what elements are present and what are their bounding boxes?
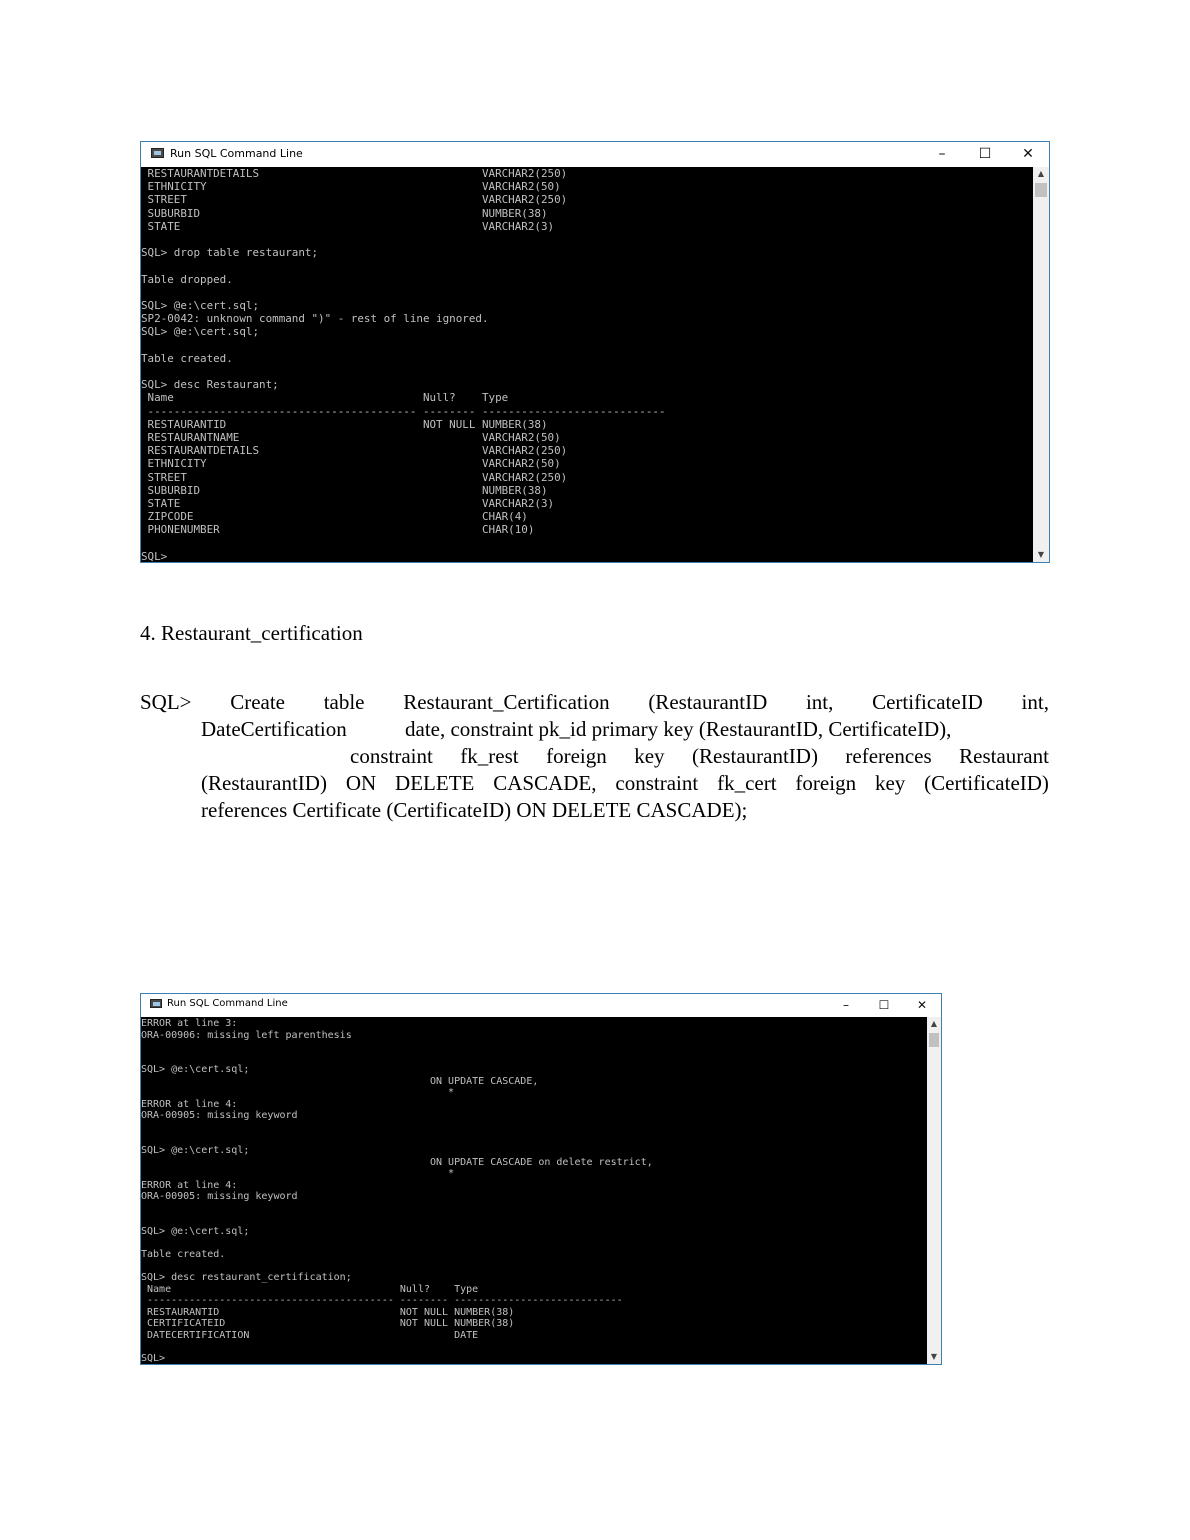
sql-command-window-2 bbox=[140, 993, 942, 1365]
console-line bbox=[141, 1260, 927, 1272]
console-line: ON UPDATE CASCADE on delete restrict, bbox=[141, 1156, 653, 1168]
console-line: SQL> @e:\cert.sql; bbox=[141, 1064, 250, 1076]
console-line: SQL> bbox=[141, 1352, 166, 1364]
console-line: ORA-00905: missing keyword bbox=[141, 1191, 298, 1203]
console-line: SQL> bbox=[141, 549, 168, 562]
console-line: SQL> @e:\cert.sql; bbox=[141, 1225, 250, 1237]
console-line: ----------------------------------------- -------- ---------------------------- bbox=[141, 1295, 623, 1307]
console-line: Name Null? Type bbox=[141, 391, 509, 405]
console-line: SUBURBID NUMBER(38) bbox=[141, 206, 548, 220]
console-line: RESTAURANTNAME VARCHAR2(50) bbox=[141, 431, 561, 445]
sql-fragment: date, constraint pk_id primary key (RestaurantID, CertificateID), bbox=[405, 717, 952, 741]
window-titlebar[interactable] bbox=[141, 994, 941, 1017]
sql-word: key bbox=[874, 771, 906, 795]
console-line: ERROR at line 4: bbox=[141, 1098, 238, 1110]
console-line: STREET VARCHAR2(250) bbox=[141, 470, 568, 484]
console-line bbox=[141, 1237, 927, 1249]
close-button[interactable]: ✕ bbox=[1022, 146, 1034, 162]
console-line bbox=[141, 1122, 927, 1134]
console-line: * bbox=[141, 1087, 455, 1099]
sql-line-2 bbox=[140, 716, 1049, 743]
console-line bbox=[141, 1341, 927, 1353]
sql-word: foreign bbox=[546, 744, 607, 768]
console-line: ERROR at line 3: bbox=[141, 1018, 238, 1029]
sql-word: (RestaurantID) bbox=[692, 744, 818, 768]
console-line: ZIPCODE CHAR(4) bbox=[141, 510, 528, 524]
console-line: * bbox=[141, 1168, 455, 1180]
console-line: SUBURBID NUMBER(38) bbox=[141, 483, 548, 497]
sql-word: SQL> bbox=[140, 690, 192, 714]
console-line: ----------------------------------------- -------- ---------------------------- bbox=[141, 404, 666, 418]
console-line: Table dropped. bbox=[141, 272, 233, 286]
sql-word: (RestaurantID bbox=[648, 690, 768, 714]
console-line: SQL> desc Restaurant; bbox=[141, 378, 279, 392]
console-line bbox=[141, 233, 1033, 246]
sql-line-4 bbox=[201, 770, 1049, 797]
console-line bbox=[141, 1041, 927, 1053]
minimize-button[interactable]: – bbox=[938, 146, 946, 162]
console-line: RESTAURANTDETAILS VARCHAR2(250) bbox=[141, 167, 568, 180]
window-titlebar[interactable] bbox=[141, 142, 1049, 167]
console-line: RESTAURANTID NOT NULL NUMBER(38) bbox=[141, 417, 548, 431]
console-line: Table created. bbox=[141, 1248, 226, 1260]
sql-word: Restaurant bbox=[959, 744, 1049, 768]
console-line: CERTIFICATEID NOT NULL NUMBER(38) bbox=[141, 1318, 515, 1330]
console-output[interactable] bbox=[141, 1017, 927, 1364]
console-line: ORA-00905: missing keyword bbox=[141, 1110, 298, 1122]
sql-word: DELETE bbox=[395, 771, 475, 795]
sql-word: (RestaurantID) bbox=[201, 771, 327, 795]
console-output[interactable] bbox=[141, 167, 1033, 562]
console-line: ERROR at line 4: bbox=[141, 1179, 238, 1191]
console-line bbox=[141, 286, 1033, 299]
console-line: RESTAURANTDETAILS VARCHAR2(250) bbox=[141, 444, 568, 458]
console-line: SQL> drop table restaurant; bbox=[141, 246, 319, 260]
sql-command-window-1 bbox=[140, 141, 1050, 563]
sql-line-1 bbox=[140, 689, 1049, 716]
minimize-button[interactable]: – bbox=[843, 998, 849, 1012]
console-line: SQL> @e:\cert.sql; bbox=[141, 325, 260, 339]
sql-word: (CertificateID) bbox=[924, 771, 1049, 795]
console-line: ETHNICITY VARCHAR2(50) bbox=[141, 180, 561, 194]
sql-word: fk_rest bbox=[460, 744, 519, 768]
sql-word: key bbox=[634, 744, 665, 768]
sql-word: Create bbox=[230, 690, 285, 714]
window-title: Run SQL Command Line bbox=[170, 147, 303, 160]
maximize-button[interactable]: ☐ bbox=[878, 998, 890, 1012]
scroll-up-icon[interactable]: ▲ bbox=[930, 1019, 938, 1028]
console-line: ETHNICITY VARCHAR2(50) bbox=[141, 457, 561, 471]
vertical-scrollbar[interactable] bbox=[1033, 167, 1049, 562]
scroll-up-icon[interactable]: ▲ bbox=[1037, 169, 1045, 178]
section-heading: 4. Restaurant_certification bbox=[140, 621, 363, 645]
sql-word: ON bbox=[345, 771, 377, 795]
scroll-down-icon[interactable]: ▼ bbox=[1037, 550, 1045, 559]
window-title: Run SQL Command Line bbox=[167, 998, 288, 1009]
sql-word: CertificateID bbox=[872, 690, 983, 714]
console-line: SQL> @e:\cert.sql; bbox=[141, 299, 260, 313]
console-line: SP2-0042: unknown command ")" - rest of line ignored. bbox=[141, 312, 489, 326]
console-line: STREET VARCHAR2(250) bbox=[141, 193, 568, 207]
close-button[interactable]: ✕ bbox=[916, 998, 928, 1012]
sql-word: constraint bbox=[615, 771, 699, 795]
sql-word: foreign bbox=[795, 771, 857, 795]
sql-word: references bbox=[845, 744, 932, 768]
console-line: DATECERTIFICATION DATE bbox=[141, 1329, 479, 1341]
console-line bbox=[141, 1133, 927, 1145]
console-line: Table created. bbox=[141, 351, 233, 365]
console-line: SQL> desc restaurant_certification; bbox=[141, 1272, 352, 1284]
console-line bbox=[141, 259, 1033, 272]
sql-word: fk_cert bbox=[717, 771, 777, 795]
console-line bbox=[141, 1053, 927, 1065]
sql-app-icon bbox=[150, 999, 162, 1008]
vertical-scrollbar[interactable] bbox=[927, 1017, 941, 1364]
sql-statement bbox=[140, 689, 1049, 824]
sql-word: int, bbox=[805, 690, 834, 714]
sql-line-3 bbox=[350, 743, 1049, 770]
sql-app-icon bbox=[151, 148, 164, 158]
sql-line-5: references Certificate (CertificateID) ON DELETE CASCADE); bbox=[201, 798, 748, 822]
console-line bbox=[141, 537, 1033, 550]
sql-word: CASCADE, bbox=[493, 771, 597, 795]
sql-word: table bbox=[323, 690, 365, 714]
scroll-thumb[interactable] bbox=[1035, 183, 1047, 197]
console-line bbox=[141, 365, 1033, 378]
sql-word: Restaurant_Certification bbox=[403, 690, 610, 714]
sql-word: constraint bbox=[350, 744, 433, 768]
console-line: SQL> @e:\cert.sql; bbox=[141, 1145, 250, 1157]
console-line: STATE VARCHAR2(3) bbox=[141, 497, 555, 511]
console-line: Name Null? Type bbox=[141, 1283, 479, 1295]
console-line: RESTAURANTID NOT NULL NUMBER(38) bbox=[141, 1306, 515, 1318]
console-line: ORA-00906: missing left parenthesis bbox=[141, 1029, 352, 1041]
console-line bbox=[141, 1214, 927, 1226]
console-line: STATE VARCHAR2(3) bbox=[141, 219, 555, 233]
console-line bbox=[141, 339, 1033, 352]
console-line: ON UPDATE CASCADE, bbox=[141, 1075, 539, 1087]
sql-fragment: DateCertification bbox=[201, 717, 347, 741]
scroll-thumb[interactable] bbox=[929, 1033, 939, 1047]
console-line bbox=[141, 1203, 927, 1215]
console-line: PHONENUMBER CHAR(10) bbox=[141, 523, 535, 537]
sql-word: int, bbox=[1021, 690, 1049, 714]
maximize-button[interactable]: ☐ bbox=[978, 146, 992, 162]
scroll-down-icon[interactable]: ▼ bbox=[930, 1352, 938, 1361]
